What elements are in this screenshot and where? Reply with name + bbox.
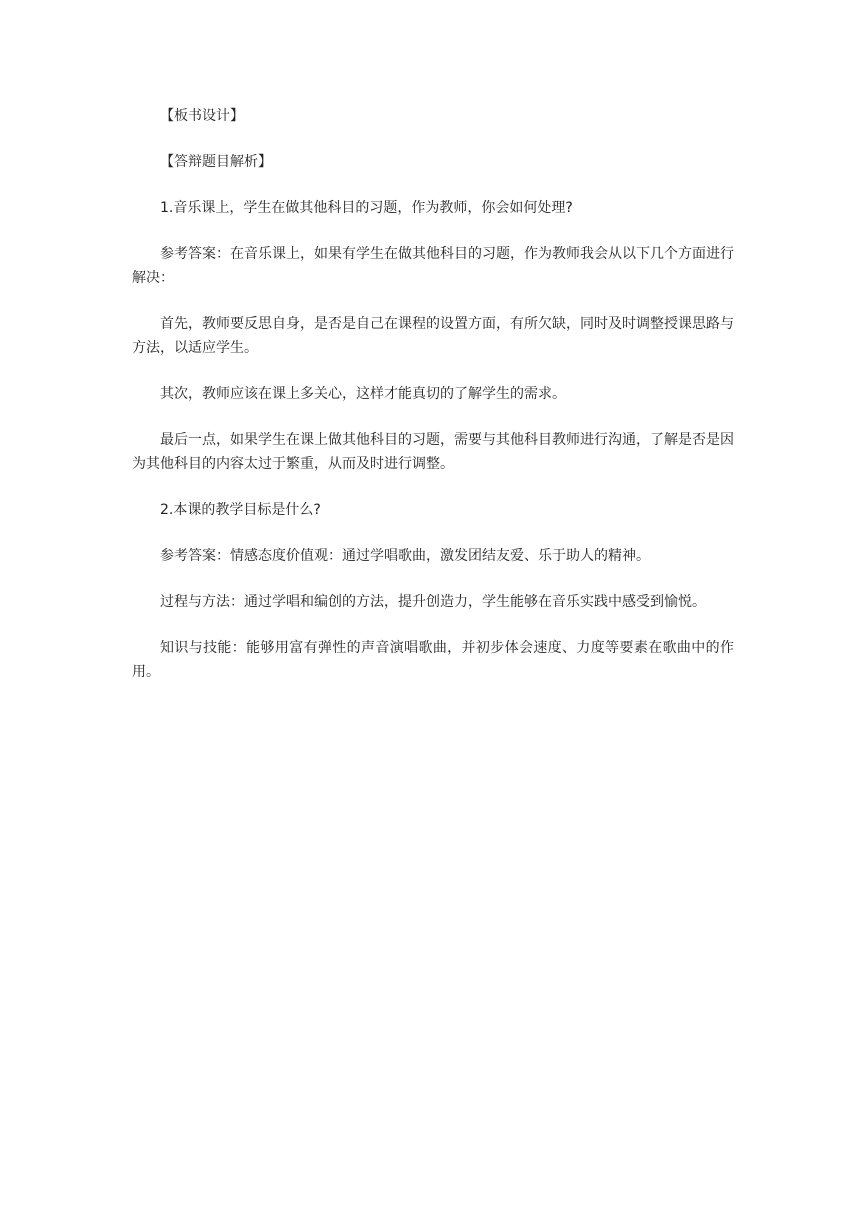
heading-defense-analysis: 【答辩题目解析】 [160,154,272,170]
document-body [132,104,734,706]
answer-2-process: 过程与方法：通过学唱和编创的方法，提升创造力，学生能够在音乐实践中感受到愉悦。 [160,594,706,610]
answer-1-last: 最后一点，如果学生在课上做其他科目的习题，需要与其他科目教师进行沟通，了解是否是因为其他科目的内容太过于繁重，从而及时进行调整。 [132,432,734,472]
answer-1-second: 其次，教师应该在课上多关心，这样才能真切的了解学生的需求。 [160,386,566,402]
answer-2-skill: 知识与技能：能够用富有弹性的声音演唱歌曲，并初步体会速度、力度等要素在歌曲中的作用。 [132,640,734,680]
question-1: 1.音乐课上，学生在做其他科目的习题，作为教师，你会如何处理? [160,200,573,216]
answer-2-emotion: 参考答案：情感态度价值观：通过学唱歌曲，激发团结友爱、乐于助人的精神。 [160,548,650,564]
question-2: 2.本课的教学目标是什么? [160,502,321,518]
heading-board-design: 【板书设计】 [160,108,244,124]
answer-1-intro: 参考答案：在音乐课上，如果有学生在做其他科目的习题，作为教师我会从以下几个方面进行解决： [132,246,734,286]
answer-1-first: 首先，教师要反思自身，是否是自己在课程的设置方面，有所欠缺，同时及时调整授课思路与方法，以适应学生。 [132,316,734,356]
